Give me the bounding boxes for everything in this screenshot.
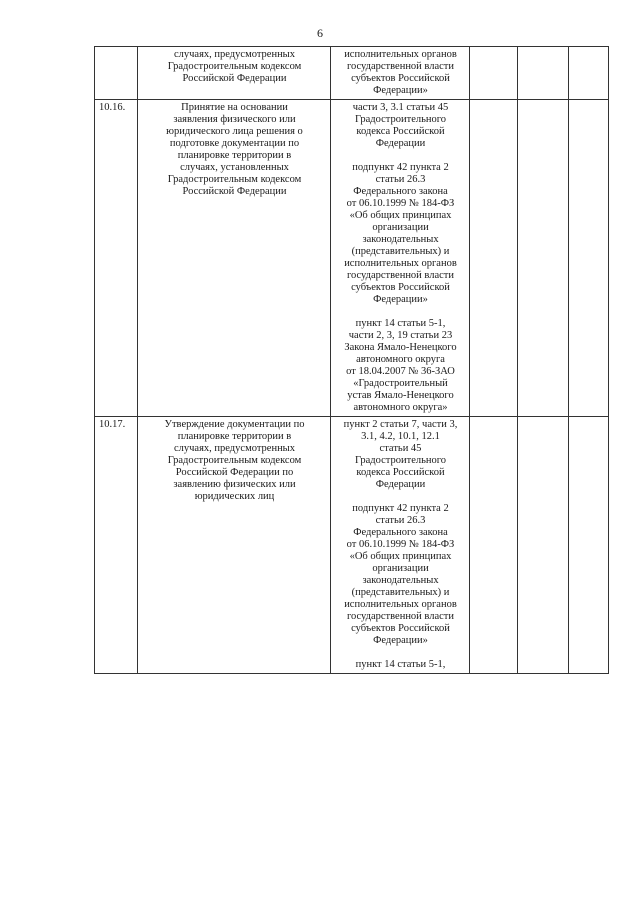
legal-basis-line: государственной власти xyxy=(346,61,455,72)
legal-basis-line: организации xyxy=(372,563,429,574)
row-number-cell xyxy=(95,47,138,100)
service-name-line: Российской Федерации по xyxy=(175,467,294,478)
legal-basis-line: Закона Ямало-Ненецкого xyxy=(344,342,457,353)
legal-basis-line: подпункт 42 пункта 2 xyxy=(352,162,449,173)
service-name-line: подготовке документации по xyxy=(169,138,300,149)
paragraph-gap xyxy=(335,306,466,318)
paragraph-gap xyxy=(335,150,466,162)
service-name-cell xyxy=(138,417,331,674)
empty-cell xyxy=(569,100,609,417)
empty-cell xyxy=(470,100,518,417)
legal-basis-line: Федерации xyxy=(375,479,426,490)
legal-basis-line: Федерации» xyxy=(373,85,428,96)
legal-basis-line: от 18.04.2007 № 36-ЗАО xyxy=(346,366,455,377)
service-name-cell xyxy=(138,47,331,100)
empty-cell xyxy=(518,47,569,100)
service-name-line: случаях, предусмотренных xyxy=(174,443,295,454)
legal-basis-line: устав Ямало-Ненецкого xyxy=(347,390,454,401)
legal-basis-line: (представительных) и xyxy=(351,246,450,257)
row-number-cell xyxy=(95,100,138,417)
legal-basis-line: Градостроительного xyxy=(354,114,447,125)
legal-basis-line: Федерального закона xyxy=(353,527,448,538)
legal-basis-line: статьи 45 xyxy=(379,443,422,454)
legal-basis-line: законодательных xyxy=(362,234,439,245)
legal-basis-line: 3.1, 4.2, 10.1, 12.1 xyxy=(361,431,440,442)
row-number-cell xyxy=(95,417,138,674)
legal-basis-line: «Градостроительный xyxy=(353,378,448,389)
row-number: 10.17. xyxy=(99,419,126,430)
paragraph-gap xyxy=(335,491,466,503)
empty-cell xyxy=(569,47,609,100)
legal-basis-line: государственной власти xyxy=(346,270,455,281)
legal-basis-line: статьи 26.3 xyxy=(375,515,426,526)
legal-basis-line: исполнительных органов xyxy=(344,258,457,269)
service-name-line: Градостроительным кодексом xyxy=(167,61,302,72)
table-body xyxy=(95,47,609,674)
table-row xyxy=(95,100,609,417)
legal-basis-line: пункт 14 статьи 5-1, xyxy=(355,318,446,329)
table-row xyxy=(95,417,609,674)
legal-basis-cell xyxy=(331,47,470,100)
row-number: 10.16. xyxy=(99,102,126,113)
service-name-line: заявления физического или xyxy=(173,114,296,125)
legal-basis-line: Федерации» xyxy=(373,635,428,646)
legal-basis-line: Градостроительного xyxy=(354,455,447,466)
empty-cell xyxy=(569,417,609,674)
service-name-line: Российской Федерации xyxy=(182,73,287,84)
legal-basis-cell xyxy=(331,417,470,674)
service-name-line: случаях, предусмотренных xyxy=(174,49,295,60)
service-name-cell xyxy=(138,100,331,417)
empty-cell xyxy=(470,47,518,100)
service-name-line: юридического лица решения о xyxy=(166,126,303,137)
legal-basis-line: исполнительных органов xyxy=(344,599,457,610)
legal-basis-line: Федерации xyxy=(375,138,426,149)
service-name-line: планировке территории в xyxy=(177,431,292,442)
legal-basis-line: Федерального закона xyxy=(353,186,448,197)
service-name-line: Принятие на основании xyxy=(181,102,288,113)
service-name-line: заявлению физических или xyxy=(173,479,296,490)
legal-basis-line: Федерации» xyxy=(373,294,428,305)
legal-basis-line: субъектов Российской xyxy=(351,73,450,84)
page-number: 6 xyxy=(317,26,323,40)
empty-cell xyxy=(518,417,569,674)
service-name-line: планировке территории в xyxy=(177,150,292,161)
service-name-line: Градостроительным кодексом xyxy=(167,174,302,185)
regulation-table xyxy=(94,46,609,674)
legal-basis-line: части 2, 3, 19 статьи 23 xyxy=(348,330,453,341)
legal-basis-cell xyxy=(331,100,470,417)
service-name-line: случаях, установленных xyxy=(180,162,289,173)
legal-basis-line: от 06.10.1999 № 184-ФЗ xyxy=(346,198,455,209)
legal-basis-line: автономного округа xyxy=(356,354,445,365)
service-name-line: юридических лиц xyxy=(194,491,275,502)
legal-basis-line: подпункт 42 пункта 2 xyxy=(352,503,449,514)
empty-cell xyxy=(518,100,569,417)
legal-basis-line: автономного округа» xyxy=(353,402,448,413)
legal-basis-line: статьи 26.3 xyxy=(375,174,426,185)
legal-basis-line: пункт 14 статьи 5-1, xyxy=(355,659,446,670)
legal-basis-line: пункт 2 статьи 7, части 3, xyxy=(343,419,458,430)
service-name-line: Утверждение документации по xyxy=(164,419,305,430)
table-row xyxy=(95,47,609,100)
legal-basis-line: государственной власти xyxy=(346,611,455,622)
empty-cell xyxy=(470,417,518,674)
legal-basis-line: кодекса Российской xyxy=(356,467,445,478)
paragraph-gap xyxy=(335,647,466,659)
legal-basis-line: от 06.10.1999 № 184-ФЗ xyxy=(346,539,455,550)
legal-basis-line: субъектов Российской xyxy=(351,282,450,293)
service-name-line: Градостроительным кодексом xyxy=(167,455,302,466)
legal-basis-line: «Об общих принципах xyxy=(349,210,452,221)
legal-basis-line: законодательных xyxy=(362,575,439,586)
legal-basis-line: субъектов Российской xyxy=(351,623,450,634)
legal-basis-line: исполнительных органов xyxy=(344,49,457,60)
legal-basis-line: организации xyxy=(372,222,429,233)
legal-basis-line: «Об общих принципах xyxy=(349,551,452,562)
legal-basis-line: кодекса Российской xyxy=(356,126,445,137)
legal-basis-line: (представительных) и xyxy=(351,587,450,598)
legal-basis-line: части 3, 3.1 статьи 45 xyxy=(352,102,449,113)
service-name-line: Российской Федерации xyxy=(182,186,287,197)
